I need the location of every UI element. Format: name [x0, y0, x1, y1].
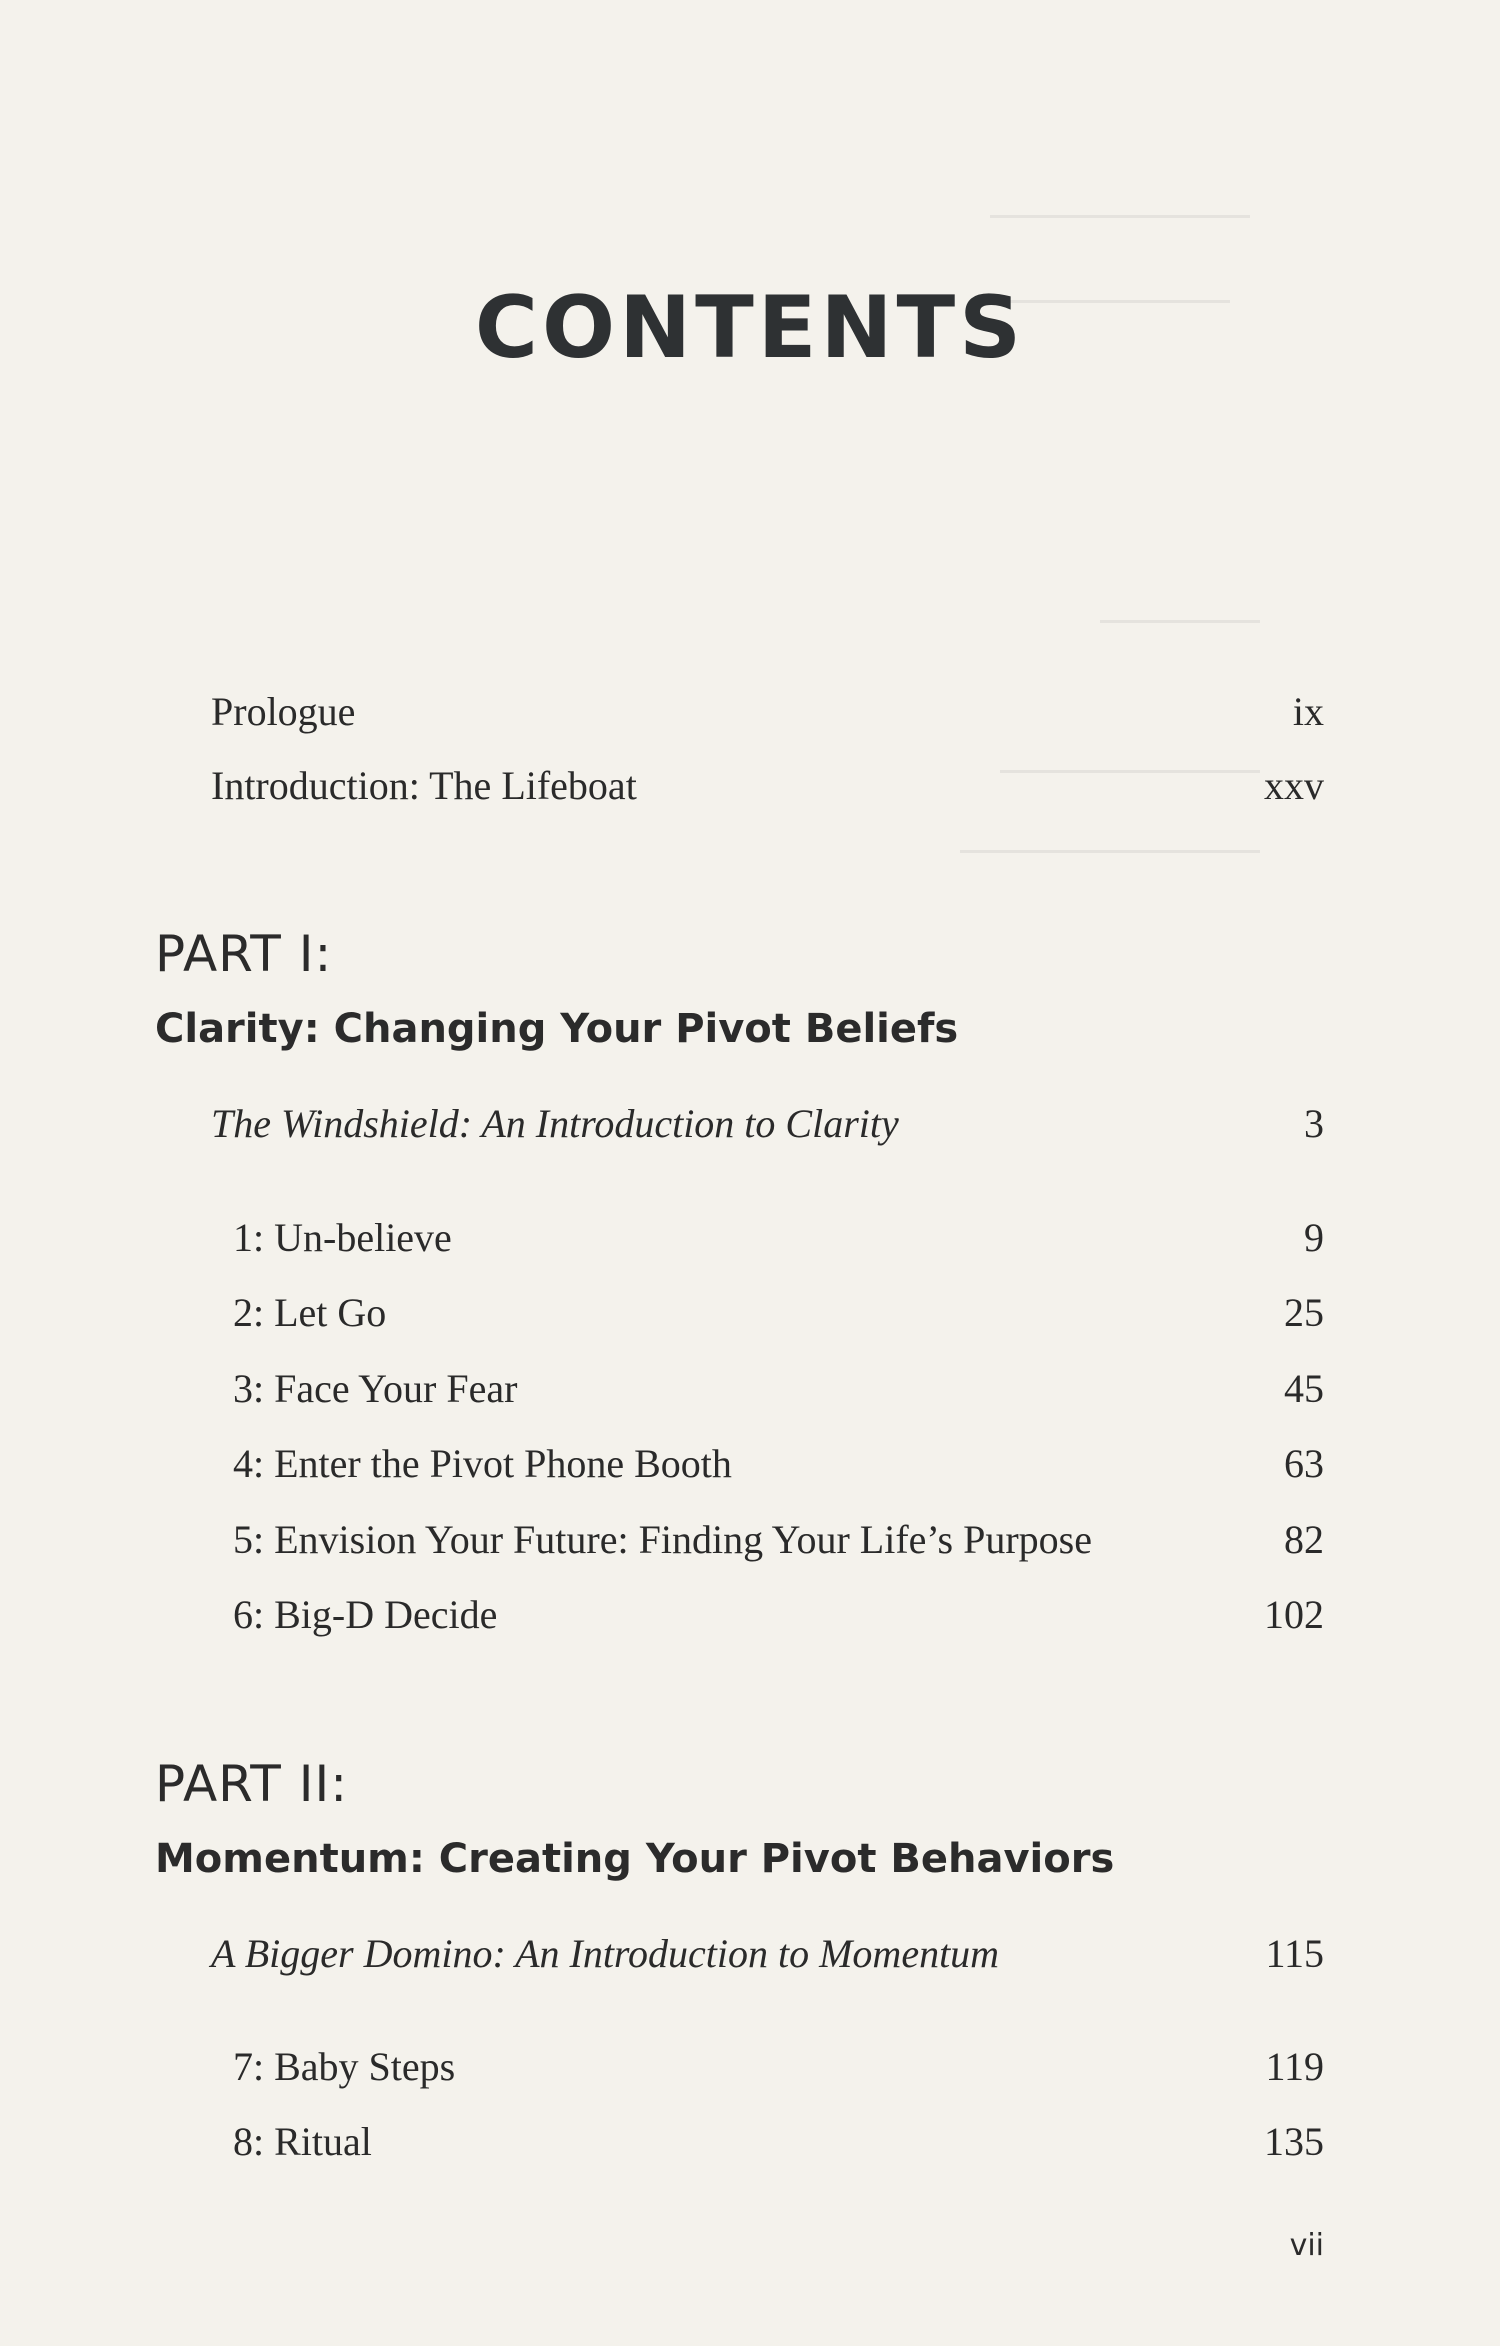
- part-title: Momentum: Creating Your Pivot Behaviors: [155, 1836, 1115, 1882]
- toc-entry-label: 2: Let Go: [233, 1290, 387, 1335]
- toc-entry-label: 8: Ritual: [233, 2119, 372, 2164]
- toc-entry: [0, 1591, 1500, 1651]
- toc-entry-label: 1: Un-believe: [233, 1215, 452, 1260]
- toc-entry-intro: [0, 1100, 1500, 1160]
- part-title: Clarity: Changing Your Pivot Beliefs: [155, 1006, 959, 1052]
- toc-entry-page: 102: [1264, 1592, 1324, 1637]
- toc-entry-page: 63: [1284, 1441, 1324, 1486]
- toc-entry: [0, 1365, 1500, 1425]
- show-through-mark: [960, 850, 1260, 853]
- contents-heading: CONTENTS: [474, 278, 1026, 378]
- toc-entry-page: 9: [1304, 1215, 1324, 1260]
- page-number: vii: [1289, 2228, 1324, 2263]
- toc-entry-label: A Bigger Domino: An Introduction to Momentum: [211, 1931, 1000, 1976]
- toc-entry-label: Introduction: The Lifeboat: [211, 763, 637, 808]
- toc-entry: [0, 1289, 1500, 1349]
- toc-entry-label: 4: Enter the Pivot Phone Booth: [233, 1441, 732, 1486]
- toc-entry-label: The Windshield: An Introduction to Clarity: [211, 1101, 899, 1146]
- toc-entry-label: 3: Face Your Fear: [233, 1366, 518, 1411]
- toc-entry: [0, 688, 1500, 748]
- toc-entry: [0, 762, 1500, 822]
- toc-entry-page: 25: [1284, 1290, 1324, 1335]
- toc-entry-page: xxv: [1264, 763, 1324, 808]
- toc-entry: [0, 2118, 1500, 2178]
- show-through-mark: [990, 215, 1250, 218]
- toc-entry-page: 82: [1284, 1517, 1324, 1562]
- toc-entry-page: ix: [1292, 689, 1324, 734]
- show-through-mark: [1100, 620, 1260, 623]
- toc-entry-page: 119: [1265, 2044, 1324, 2089]
- toc-entry-page: 135: [1264, 2119, 1324, 2164]
- toc-entry-intro: [0, 1930, 1500, 1990]
- toc-entry-page: 115: [1265, 1931, 1324, 1976]
- toc-entry-label: 7: Baby Steps: [233, 2044, 456, 2089]
- toc-entry-page: 3: [1304, 1101, 1324, 1146]
- toc-entry-label: Prologue: [211, 689, 356, 734]
- toc-entry: [0, 1516, 1500, 1576]
- toc-entry: [0, 1214, 1500, 1274]
- toc-entry: [0, 2043, 1500, 2103]
- toc-entry-label: 5: Envision Your Future: Finding Your Life’s Purpose: [233, 1517, 1092, 1562]
- toc-entry-page: 45: [1284, 1366, 1324, 1411]
- part-label: PART I:: [155, 925, 333, 983]
- part-label: PART II:: [155, 1755, 349, 1813]
- toc-entry: [0, 1440, 1500, 1500]
- toc-entry-label: 6: Big-D Decide: [233, 1592, 498, 1637]
